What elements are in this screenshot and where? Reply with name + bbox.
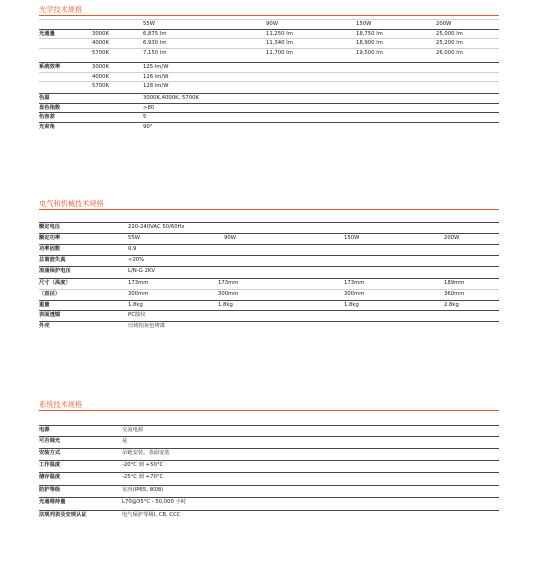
row-value: 压铸铝灰色烤漆 [128, 323, 166, 329]
row-value: 吊链安装、表面安装 [122, 450, 170, 456]
electrical-row [39, 289, 499, 298]
row-sublabel: 4000K [92, 74, 109, 80]
row-label: 电源 [39, 427, 50, 433]
optical-row [39, 48, 499, 57]
row-sublabel: 3000K [92, 64, 109, 70]
row-label: 防护等级 [39, 487, 61, 493]
system-specs-title: 系统技术规格 [39, 400, 499, 411]
row-value: L/N-G 2KV [128, 268, 156, 274]
optical-row [39, 103, 499, 112]
row-value: PC散纹 [128, 312, 146, 318]
electrical-specs-section [39, 199, 499, 329]
row-value: 25,200 lm [436, 40, 463, 46]
row-label: （直径） [39, 291, 61, 297]
optical-row [39, 62, 499, 71]
row-sublabel: 5700K [92, 83, 109, 89]
row-value: 1.8kg [218, 302, 233, 308]
system-row [39, 436, 499, 445]
row-value: 0.9 [128, 246, 137, 252]
column-header: 55W [143, 21, 155, 27]
row-value: >80 [143, 105, 155, 111]
row-value: 6,930 lm [143, 40, 167, 46]
row-value: 55W [128, 235, 140, 241]
optical-specs-section [39, 5, 499, 130]
optical-row [39, 93, 499, 102]
column-header: 200W [436, 21, 452, 27]
row-value: 1.8kg [344, 302, 359, 308]
row-value: 18,900 lm [356, 40, 383, 46]
optical-row [39, 38, 499, 47]
row-label: 外壳 [39, 323, 50, 329]
optical-row [39, 81, 499, 90]
electrical-row [39, 278, 499, 287]
row-value: 150W [344, 235, 360, 241]
electrical-row [39, 321, 499, 330]
row-value: -25°C 到 +70°C [122, 474, 164, 480]
row-label: 功率因数 [39, 246, 61, 252]
row-value: 11,700 lm [266, 50, 293, 56]
row-value: 室内(IP65, IK08) [122, 487, 164, 493]
column-header: 90W [266, 21, 278, 27]
row-value: 128 lm/W [143, 83, 169, 89]
row-value: 90W [224, 235, 236, 241]
row-label: 色容差 [39, 114, 55, 120]
row-value: 300mm [344, 291, 365, 297]
system-row [39, 510, 499, 519]
system-row [39, 460, 499, 469]
row-value: 220-240VAC 50/60Hz [128, 224, 185, 230]
system-row [39, 497, 499, 506]
row-sublabel: 4000K [92, 40, 109, 46]
electrical-row [39, 244, 499, 253]
row-value: -20°C 到 +50°C [122, 462, 164, 468]
row-value: 360mm [444, 291, 465, 297]
row-value: 3000K,4000K, 5700K [143, 95, 199, 101]
row-value: 5 [143, 114, 147, 120]
row-value: 6,875 lm [143, 31, 167, 37]
system-row [39, 425, 499, 434]
optical-header-row [39, 19, 499, 28]
row-value: 26,000 lm [436, 50, 463, 56]
row-value: 交流电源 [122, 427, 144, 433]
optical-specs-title: 光学技术规格 [39, 5, 499, 16]
row-value: 11,250 lm [266, 31, 293, 37]
electrical-row [39, 310, 499, 319]
system-row [39, 485, 499, 494]
electrical-row [39, 222, 499, 231]
row-label: 储存温度 [39, 474, 61, 480]
row-label: 色温 [39, 95, 50, 101]
row-value: 300mm [128, 291, 149, 297]
row-value: 189mm [444, 280, 465, 286]
column-header: 150W [356, 21, 372, 27]
row-label: 工作温度 [39, 462, 61, 468]
row-value: 173mm [344, 280, 365, 286]
row-label: 光通维持量 [39, 499, 66, 505]
row-value: 是 [122, 438, 128, 444]
row-value: 2.8kg [444, 302, 459, 308]
electrical-row [39, 233, 499, 242]
optical-row [39, 29, 499, 38]
row-value: 1.8kg [128, 302, 143, 308]
optical-row [39, 122, 499, 131]
row-label: 额定电压 [39, 224, 61, 230]
row-value: 300mm [218, 291, 239, 297]
row-label: 安装方式 [39, 450, 61, 456]
row-label: 可否调光 [39, 438, 61, 444]
row-label: 总谐波失真 [39, 257, 66, 263]
electrical-row [39, 266, 499, 275]
row-label: 显色指数 [39, 105, 61, 111]
row-value: 173mm [128, 280, 149, 286]
row-value: 25,000 lm [436, 31, 463, 37]
row-value: 18,750 lm [356, 31, 383, 37]
row-value: <20% [128, 257, 145, 263]
system-row [39, 448, 499, 457]
row-label: 尺寸（高度） [39, 280, 71, 286]
row-label: 重量 [39, 302, 50, 308]
optical-row [39, 72, 499, 81]
row-value: 125 lm/W [143, 64, 169, 70]
row-label: 光束角 [39, 124, 55, 130]
electrical-row [39, 300, 499, 309]
row-label: 浪涌保护电压 [39, 268, 71, 274]
electrical-row [39, 255, 499, 264]
row-value: 19,500 lm [356, 50, 383, 56]
row-label: 法规列表及安规认证 [39, 512, 87, 518]
row-label: 额定功率 [39, 235, 61, 241]
row-value: 11,340 lm [266, 40, 293, 46]
row-value: 200W [444, 235, 460, 241]
optical-row [39, 112, 499, 121]
row-value: 7,150 lm [143, 50, 167, 56]
row-value: 126 lm/W [143, 74, 169, 80]
row-label: 系统效率 [39, 64, 61, 70]
system-specs-section [39, 400, 499, 518]
row-value: 173mm [218, 280, 239, 286]
row-sublabel: 3000K [92, 31, 109, 37]
row-value: 电气保护等级I, CB, CCC [122, 512, 181, 518]
row-value: L70@35°C - 50,000 小时 [122, 499, 187, 505]
system-row [39, 472, 499, 481]
row-label: 表面透镜 [39, 312, 61, 318]
row-value: 90° [143, 124, 153, 130]
row-label: 光通量 [39, 31, 55, 37]
electrical-specs-title: 电气和机械技术规格 [39, 199, 499, 210]
row-sublabel: 5700K [92, 50, 109, 56]
